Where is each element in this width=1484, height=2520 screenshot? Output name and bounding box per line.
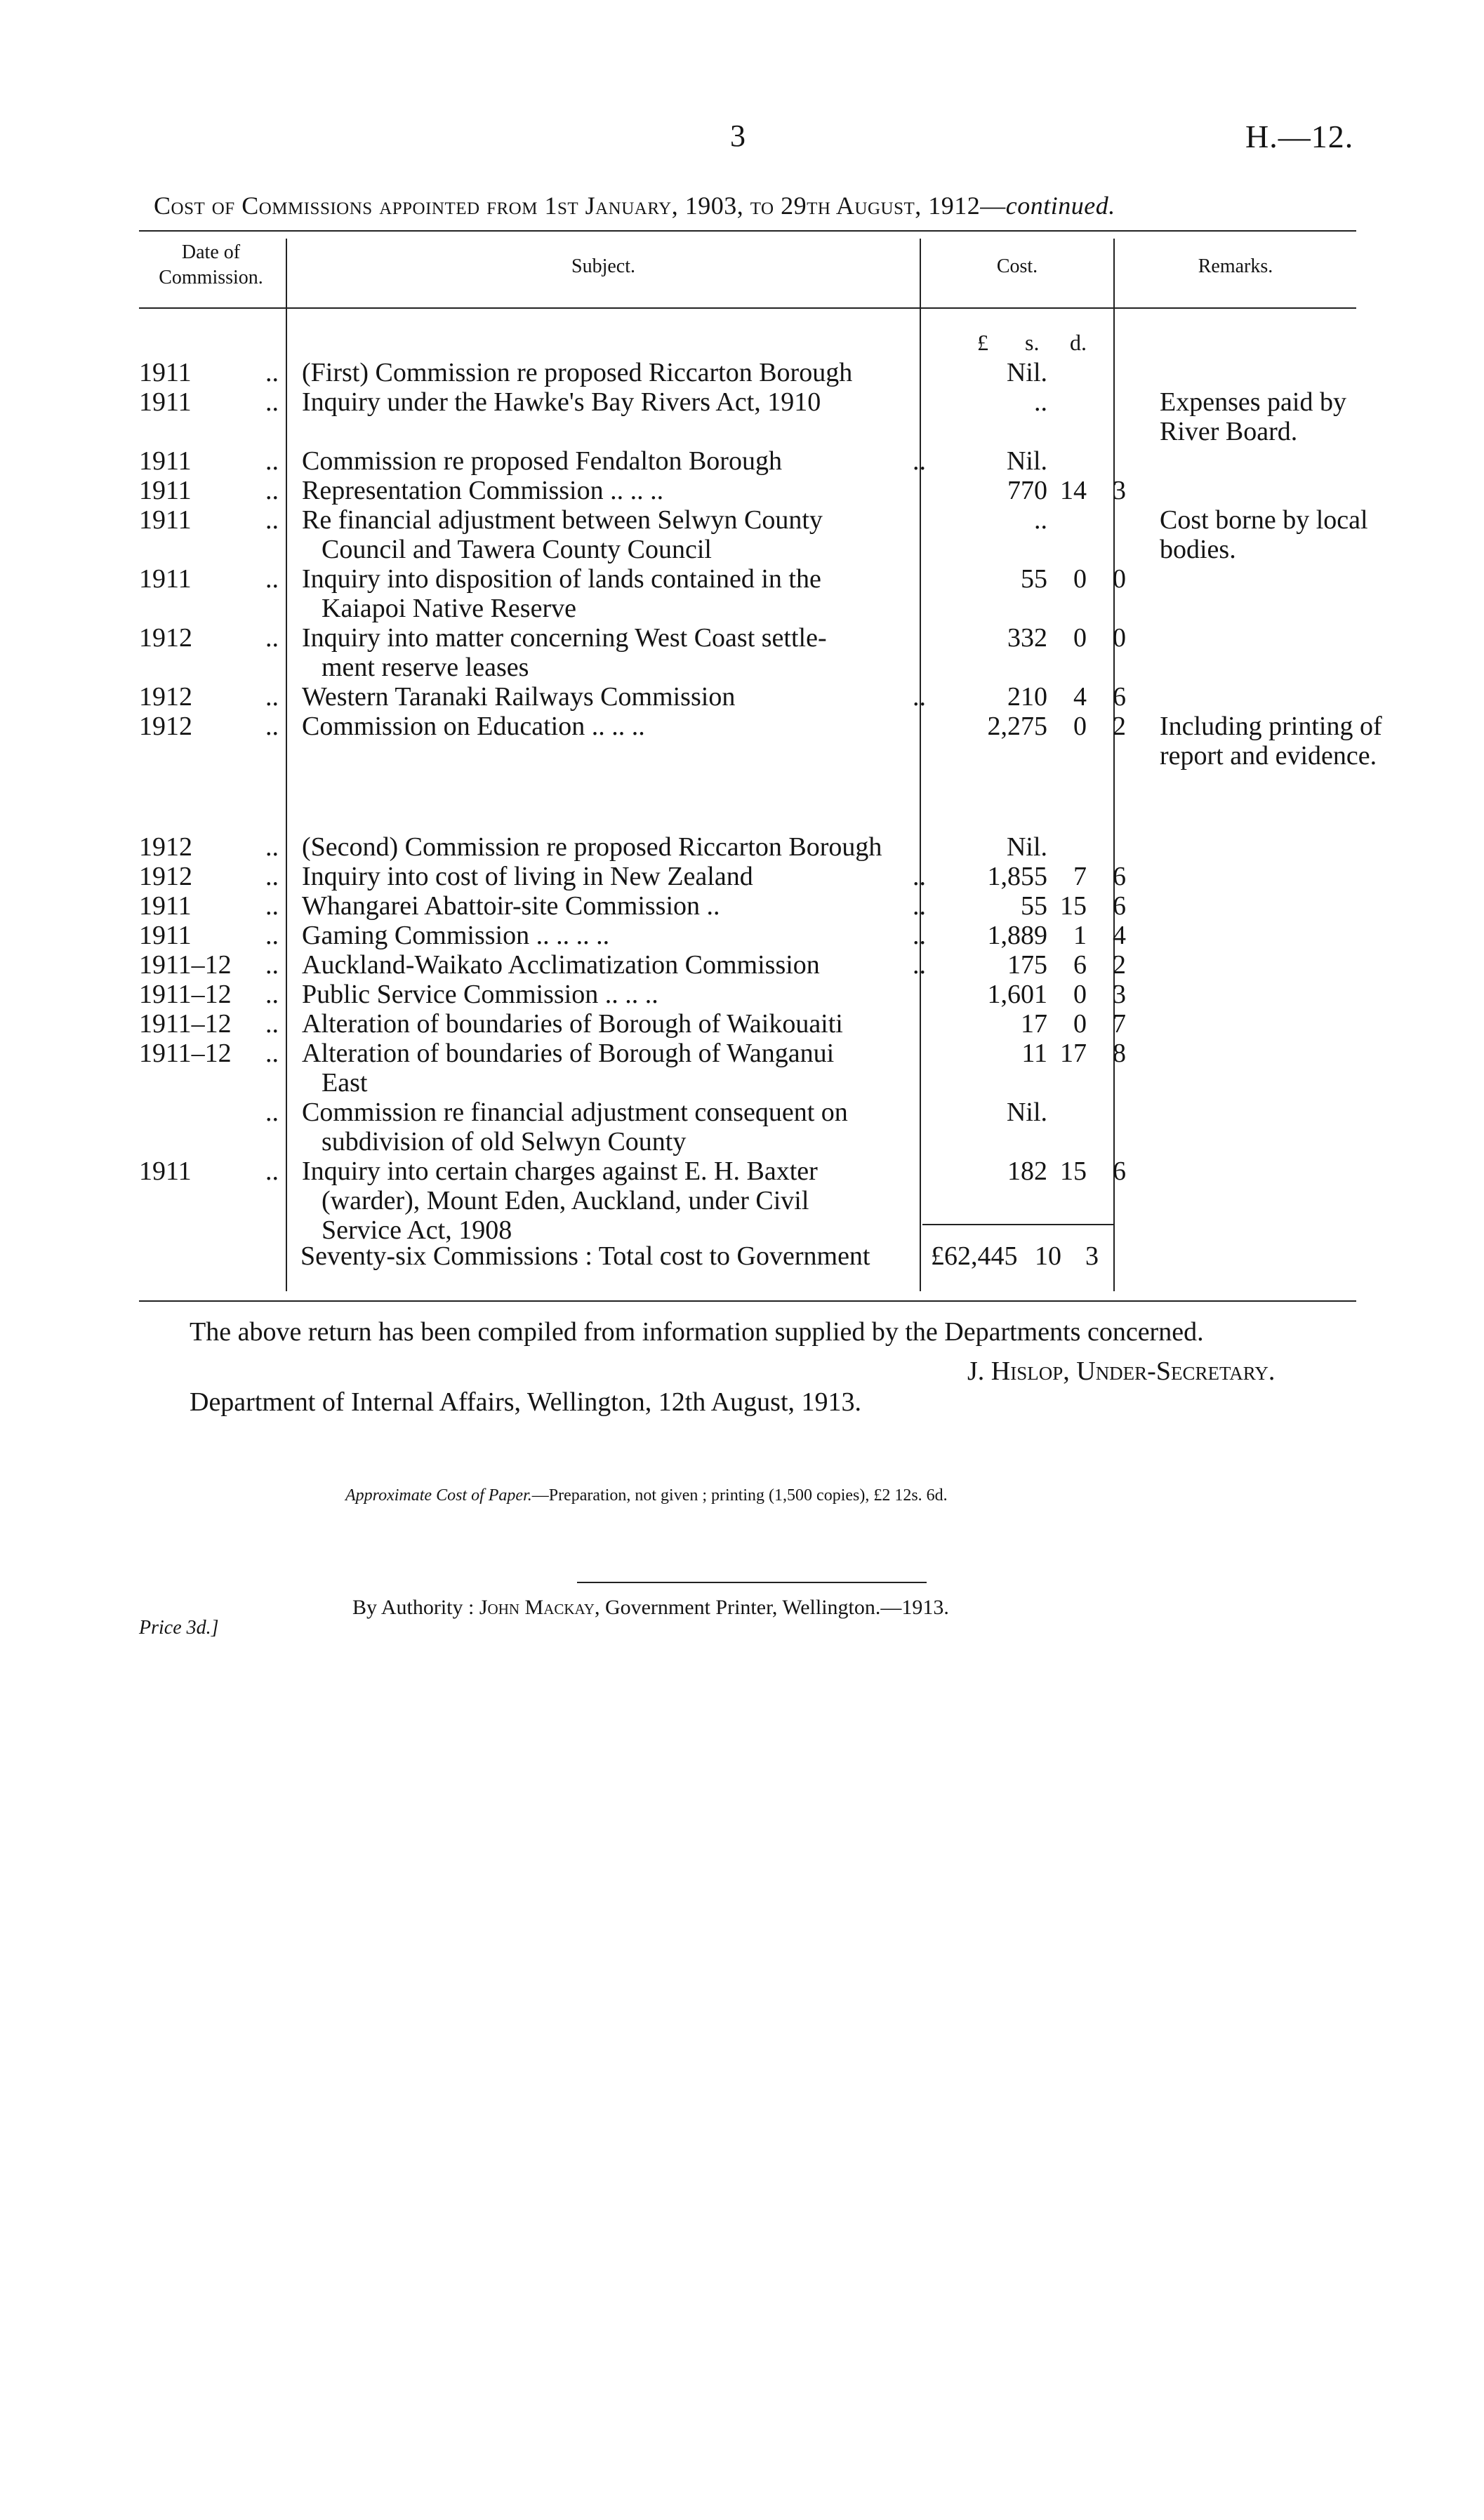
- commission-date: 1911: [139, 505, 192, 535]
- row-spacer: [139, 771, 1391, 832]
- header-date: [139, 240, 283, 291]
- subject-line: Alteration of boundaries of Borough of Wanganui: [302, 1039, 835, 1068]
- price: Price 3d.]: [139, 1617, 219, 1639]
- table-row: [139, 623, 1391, 682]
- cost-pence: 6: [1113, 1156, 1126, 1186]
- subject-leader: ..: [913, 891, 926, 921]
- date-leader: ..: [265, 950, 279, 980]
- table-row: [139, 950, 1391, 980]
- signature-text: J. Hislop, Under-Secretary.: [967, 1356, 1276, 1386]
- remarks: [1126, 623, 1391, 682]
- commission-subject: [298, 832, 913, 862]
- commission-date: 1912: [139, 862, 192, 891]
- authority-name: John Mackay,: [479, 1596, 600, 1619]
- remarks: [1126, 832, 1391, 862]
- table-row: [139, 476, 1391, 505]
- subject-leader: [913, 1156, 956, 1245]
- commission-subject: [298, 891, 913, 921]
- commission-date: [139, 1098, 265, 1156]
- commission-date: 1911: [139, 1156, 192, 1186]
- subject-leader: [913, 832, 956, 862]
- commissions-table: [139, 358, 1391, 1245]
- date-leader: ..: [265, 1009, 279, 1039]
- remarks: [1126, 1156, 1391, 1245]
- table-row: [139, 891, 1391, 921]
- header-cost: Cost.: [996, 255, 1038, 277]
- cost-pounds: 175: [1007, 950, 1047, 980]
- table-row: [139, 682, 1391, 712]
- table-row: [139, 1098, 1391, 1156]
- subject-leader: [913, 1009, 956, 1039]
- subject-leader: [913, 358, 956, 387]
- total-shillings: 10: [1035, 1241, 1061, 1271]
- cost-pence: 6: [1113, 891, 1126, 921]
- remarks: [1126, 950, 1391, 980]
- subject-line: Auckland-Waikato Acclimatization Commission: [302, 950, 820, 980]
- header-bottom-rule: [139, 307, 1356, 309]
- subject-line: Public Service Commission .. .. ..: [302, 980, 658, 1009]
- table-row: [139, 505, 1391, 564]
- date-leader: ..: [265, 921, 279, 950]
- commission-date: 1911–12: [139, 980, 232, 1009]
- cost-pounds: 55: [1021, 891, 1047, 921]
- table-top-rule: [139, 230, 1356, 232]
- commission-subject: [298, 358, 913, 387]
- cost-shillings: 0: [1073, 623, 1087, 653]
- subject-leader: [913, 505, 956, 564]
- subject-line: Commission re financial adjustment consequent on: [302, 1098, 848, 1127]
- commission-date: 1912: [139, 682, 192, 712]
- commission-subject: [298, 564, 913, 623]
- cost-pounds: 210: [1007, 682, 1047, 712]
- subject-line: ment reserve leases: [322, 653, 529, 682]
- date-leader: ..: [265, 682, 279, 712]
- commission-subject: [298, 980, 913, 1009]
- remarks: [1126, 446, 1391, 476]
- subject-line: Inquiry into cost of living in New Zealand: [302, 862, 753, 891]
- cost-shillings: [1047, 446, 1087, 476]
- page-number: 3: [730, 119, 746, 153]
- cost-pounds: Nil.: [1006, 358, 1047, 387]
- remarks: [1126, 1039, 1391, 1098]
- commission-date: 1912: [139, 623, 192, 653]
- cost-pounds: Nil.: [1006, 832, 1047, 862]
- date-leader: ..: [265, 1098, 279, 1127]
- table-row: [139, 1039, 1391, 1098]
- subject-line: Commission on Education .. .. ..: [302, 712, 645, 741]
- cost-shillings: [1047, 505, 1087, 564]
- cost-pounds: ..: [1034, 387, 1047, 417]
- subject-line: Western Taranaki Railways Commission: [302, 682, 736, 712]
- cost-pounds: 332: [1007, 623, 1047, 653]
- cost-pence: 7: [1113, 1009, 1126, 1039]
- cost-shillings: 0: [1073, 980, 1087, 1009]
- subject-leader: [913, 980, 956, 1009]
- cost-pence: [1087, 1098, 1126, 1156]
- cost-pounds: 770: [1007, 476, 1047, 505]
- subject-line: Re financial adjustment between Selwyn County: [302, 505, 823, 535]
- paper-cost-label: Approximate Cost of Paper.: [345, 1486, 532, 1505]
- cost-pence: 0: [1113, 623, 1126, 653]
- cost-pence: [1087, 387, 1126, 446]
- authority-prefix: By Authority :: [352, 1596, 475, 1619]
- remarks: [1126, 1098, 1391, 1156]
- cost-pence: 6: [1113, 862, 1126, 891]
- unit-shillings: s.: [1025, 330, 1040, 355]
- cost-shillings: 14: [1060, 476, 1087, 505]
- commission-date: 1911–12: [139, 1039, 232, 1068]
- heading-main: Cost of Commissions appointed from 1st January, 1903, to 29th August, 1912—: [154, 192, 1006, 220]
- cost-shillings: 17: [1060, 1039, 1087, 1068]
- commission-subject: [298, 682, 913, 712]
- remarks: Expenses paid by River Board.: [1160, 387, 1346, 446]
- cost-shillings: 0: [1073, 1009, 1087, 1039]
- table-row: [139, 832, 1391, 862]
- subject-line: Service Act, 1908: [322, 1215, 512, 1245]
- cost-shillings: 6: [1073, 950, 1087, 980]
- subject-leader: ..: [913, 950, 926, 980]
- cost-pounds: 182: [1007, 1156, 1047, 1186]
- commission-subject: [298, 1098, 913, 1156]
- authority-rule: [577, 1582, 927, 1583]
- department-line: Department of Internal Affairs, Wellington, 12th August, 1913.: [190, 1387, 861, 1417]
- table-row: [139, 446, 1391, 476]
- commission-date: 1911–12: [139, 1009, 232, 1039]
- total-label: Seventy-six Commissions : Total cost to Government: [300, 1241, 870, 1271]
- paper-cost-text: —Preparation, not given ; printing (1,500 copies), £2 12s. 6d.: [531, 1486, 948, 1505]
- cost-shillings: [1047, 832, 1087, 862]
- cost-shillings: 7: [1073, 862, 1087, 891]
- subject-line: Kaiapoi Native Reserve: [322, 594, 576, 623]
- table-row: [139, 980, 1391, 1009]
- cost-shillings: 15: [1060, 891, 1087, 921]
- cost-shillings: 0: [1073, 712, 1087, 741]
- commission-subject: [298, 1156, 913, 1245]
- table-row: [139, 921, 1391, 950]
- subject-line: Commission re proposed Fendalton Borough: [302, 446, 782, 476]
- date-leader: ..: [265, 1039, 279, 1068]
- cost-pence: 3: [1113, 980, 1126, 1009]
- commission-date: 1912: [139, 712, 192, 741]
- authority-rest: Government Printer, Wellington.—1913.: [604, 1596, 949, 1619]
- table-row: [139, 564, 1391, 623]
- cost-pounds: ..: [1034, 505, 1047, 535]
- subject-leader: [913, 712, 956, 771]
- subject-line: Whangarei Abattoir-site Commission ..: [302, 891, 720, 921]
- remarks: Cost borne by local bodies.: [1160, 505, 1368, 564]
- remarks: [1126, 358, 1391, 387]
- cost-pence: 4: [1113, 921, 1126, 950]
- cost-pence: 0: [1113, 564, 1126, 594]
- date-leader: ..: [265, 505, 279, 535]
- date-leader: ..: [265, 476, 279, 505]
- cost-shillings: [1047, 387, 1087, 446]
- subject-line: Inquiry under the Hawke's Bay Rivers Act, 1910: [302, 387, 821, 417]
- cost-shillings: 1: [1073, 921, 1087, 950]
- cost-pence: [1087, 446, 1126, 476]
- subject-line: (First) Commission re proposed Riccarton Borough: [302, 358, 853, 387]
- date-leader: ..: [265, 358, 279, 387]
- cost-pounds: 1,889: [987, 921, 1047, 950]
- commission-date: 1911: [139, 891, 192, 921]
- subject-line: Inquiry into disposition of lands contained in the: [302, 564, 821, 594]
- subject-leader: [913, 623, 956, 682]
- commission-subject: [298, 862, 913, 891]
- units-row: [977, 330, 1087, 356]
- total-rule: [922, 1224, 1113, 1225]
- cost-pounds: 11: [1021, 1039, 1047, 1068]
- cost-pence: [1087, 505, 1126, 564]
- cost-pence: 2: [1113, 950, 1126, 980]
- cost-pounds: 55: [1021, 564, 1047, 594]
- document-reference: H.—12.: [1245, 119, 1354, 154]
- cost-pounds: Nil.: [1006, 1098, 1047, 1127]
- remarks: [1126, 862, 1391, 891]
- subject-line: (warder), Mount Eden, Auckland, under Civil: [322, 1186, 809, 1215]
- subject-leader: [913, 476, 956, 505]
- commission-date: 1911: [139, 446, 192, 476]
- date-leader: ..: [265, 387, 279, 417]
- subject-line: Inquiry into certain charges against E. H. Baxter: [302, 1156, 818, 1186]
- cost-pounds: 1,855: [987, 862, 1047, 891]
- subject-line: Inquiry into matter concerning West Coast settle-: [302, 623, 827, 653]
- commission-subject: [298, 505, 913, 564]
- subject-line: Alteration of boundaries of Borough of Waikouaiti: [302, 1009, 843, 1039]
- cost-pence: [1087, 832, 1126, 862]
- date-leader: ..: [265, 564, 279, 594]
- commission-subject: [298, 1039, 913, 1098]
- commission-date: 1911: [139, 476, 192, 505]
- subject-leader: [913, 1098, 956, 1156]
- cost-shillings: 4: [1073, 682, 1087, 712]
- table-row: [139, 1009, 1391, 1039]
- remarks: [1126, 921, 1391, 950]
- subject-line: (Second) Commission re proposed Riccarton Borough: [302, 832, 882, 862]
- commission-subject: [298, 476, 913, 505]
- total-pounds: £62,445: [931, 1241, 1018, 1271]
- commission-date: 1911: [139, 564, 192, 594]
- signature: [967, 1356, 1275, 1387]
- subject-leader: [913, 564, 956, 623]
- cost-pence: 8: [1113, 1039, 1126, 1068]
- subject-line: Gaming Commission .. .. .. ..: [302, 921, 610, 950]
- cost-pounds: Nil.: [1006, 446, 1047, 476]
- remarks: [1126, 476, 1391, 505]
- table-row: [139, 358, 1391, 387]
- cost-pence: [1087, 358, 1126, 387]
- commission-subject: [298, 623, 913, 682]
- subject-line: subdivision of old Selwyn County: [322, 1127, 687, 1156]
- cost-shillings: 15: [1060, 1156, 1087, 1186]
- table-row: [139, 1156, 1391, 1245]
- cost-shillings: [1047, 358, 1087, 387]
- unit-pounds: £: [977, 330, 988, 355]
- subject-leader: ..: [913, 682, 926, 712]
- date-leader: ..: [265, 1156, 279, 1186]
- commission-subject: [298, 921, 913, 950]
- cost-pounds: 2,275: [987, 712, 1047, 741]
- header-subject: Subject.: [571, 255, 635, 277]
- remarks: [1126, 564, 1391, 623]
- remarks: [1126, 980, 1391, 1009]
- subject-leader: ..: [913, 446, 926, 476]
- commission-date: 1911: [139, 387, 192, 417]
- date-leader: ..: [265, 862, 279, 891]
- subject-line: Representation Commission .. .. ..: [302, 476, 664, 505]
- date-leader: ..: [265, 623, 279, 653]
- table-row: [139, 862, 1391, 891]
- date-leader: ..: [265, 980, 279, 1009]
- cost-shillings: 0: [1073, 564, 1087, 594]
- commission-date: 1911: [139, 921, 192, 950]
- cost-pence: 6: [1113, 682, 1126, 712]
- table-bottom-rule: [139, 1300, 1356, 1302]
- table-row: [139, 712, 1391, 771]
- remarks: [1126, 891, 1391, 921]
- cost-pence: 2: [1113, 712, 1126, 741]
- remarks: Including printing of report and evidence.: [1160, 712, 1382, 771]
- paper-cost: [345, 1486, 948, 1505]
- cost-pence: 3: [1113, 476, 1126, 505]
- subject-line: East: [322, 1068, 368, 1098]
- remarks: [1126, 682, 1391, 712]
- subject-leader: ..: [913, 921, 926, 950]
- remarks: [1126, 1009, 1391, 1039]
- table-heading: [154, 191, 1115, 220]
- cost-pounds: 17: [1021, 1009, 1047, 1039]
- date-leader: ..: [265, 712, 279, 741]
- commission-date: 1911–12: [139, 950, 232, 980]
- return-statement: The above return has been compiled from information supplied by the Departments concerned.: [190, 1317, 1204, 1347]
- header-date-line1: Date of: [181, 241, 241, 263]
- cost-shillings: [1047, 1098, 1087, 1156]
- commission-date: 1912: [139, 832, 192, 862]
- header-date-line2: Commission.: [159, 267, 263, 288]
- commission-subject: [298, 446, 913, 476]
- date-leader: ..: [265, 446, 279, 476]
- subject-leader: [913, 1039, 956, 1098]
- header-remarks: Remarks.: [1198, 255, 1273, 277]
- authority-line: [352, 1596, 949, 1620]
- date-leader: ..: [265, 891, 279, 921]
- unit-pence: d.: [1070, 330, 1087, 355]
- commission-subject: [298, 950, 913, 980]
- cost-pounds: 1,601: [987, 980, 1047, 1009]
- date-leader: ..: [265, 832, 279, 862]
- commission-date: 1911: [139, 358, 192, 387]
- commission-subject: [298, 387, 913, 446]
- heading-continued: continued.: [1005, 192, 1115, 220]
- table-row: [139, 387, 1391, 446]
- subject-line: Council and Tawera County Council: [322, 535, 712, 564]
- commission-subject: [298, 712, 913, 771]
- subject-leader: [913, 387, 956, 446]
- subject-leader: ..: [913, 862, 926, 891]
- commission-subject: [298, 1009, 913, 1039]
- total-pence: 3: [1085, 1241, 1099, 1271]
